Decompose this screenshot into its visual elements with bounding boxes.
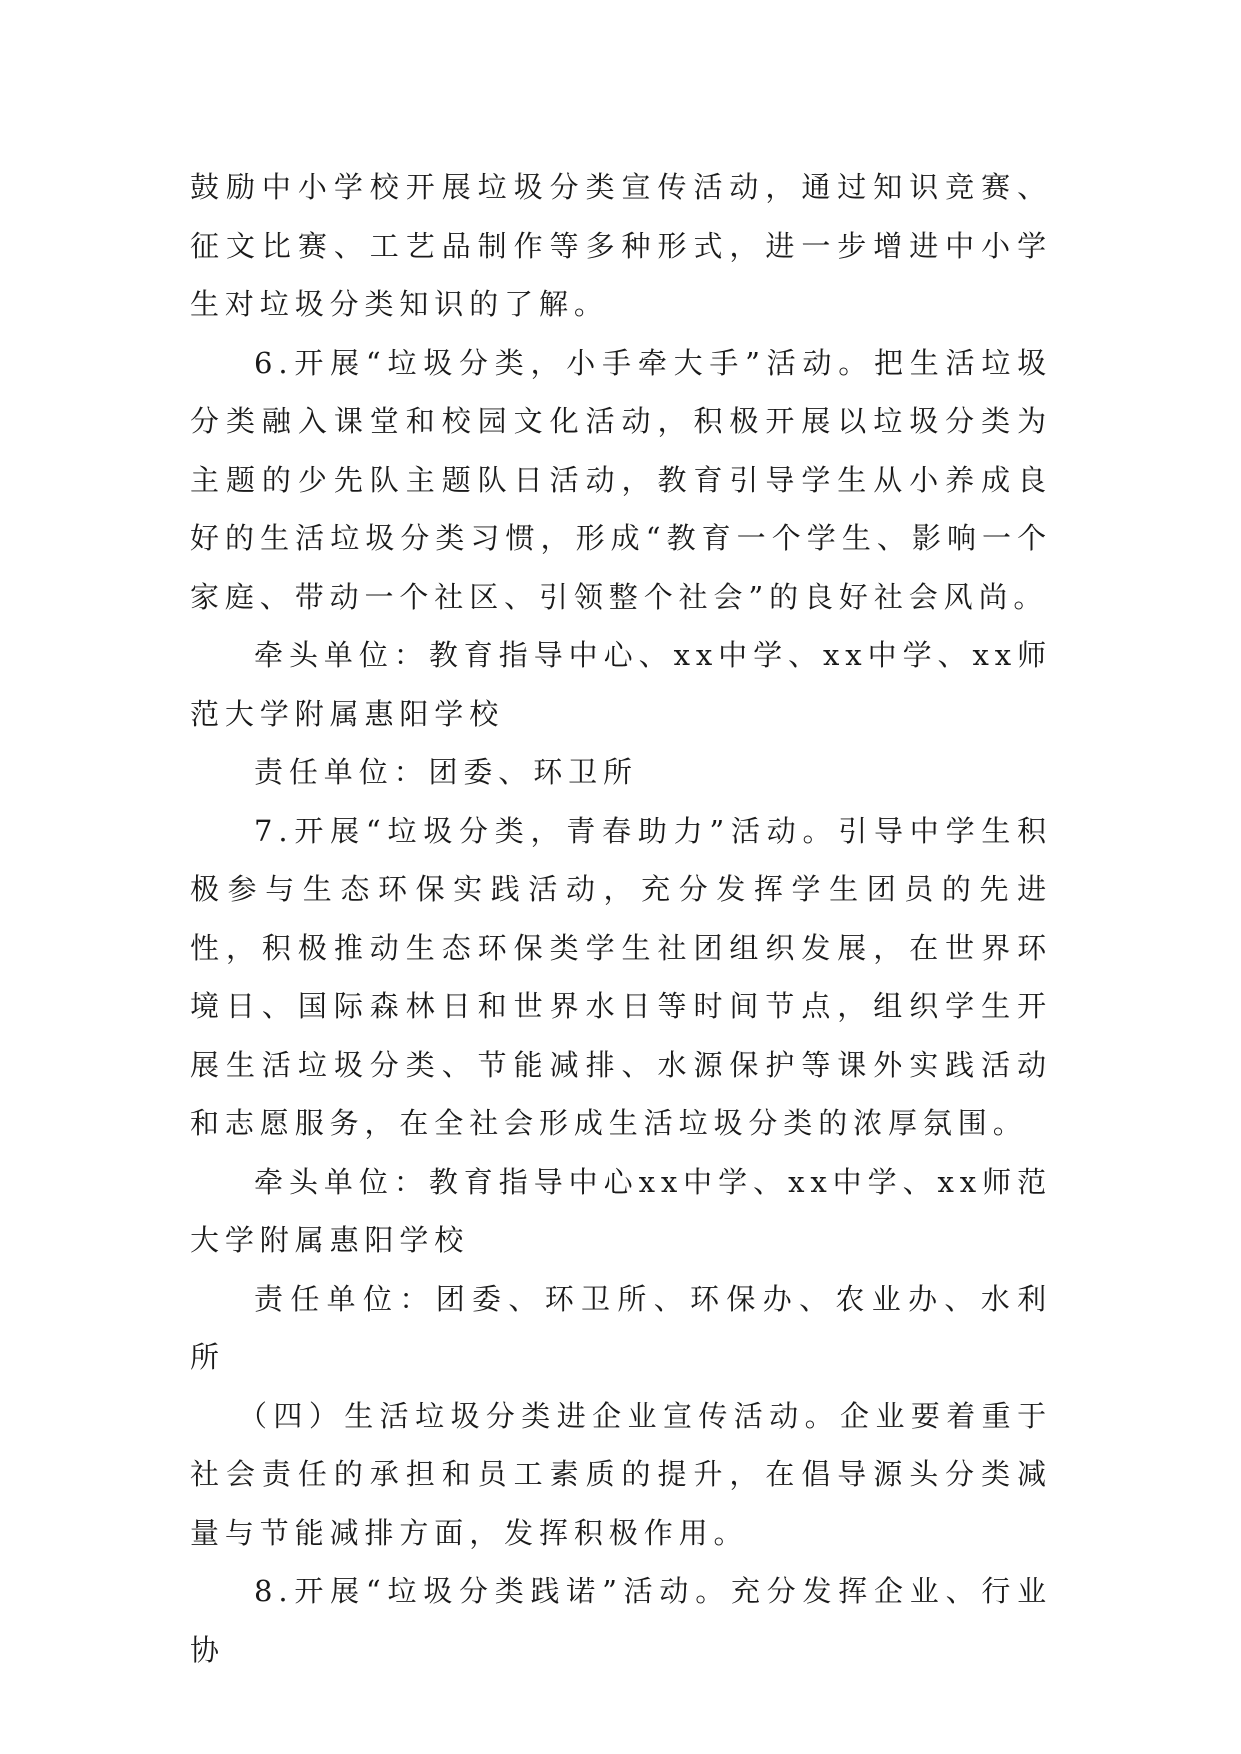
paragraph-item-6: 6.开展“垃圾分类，小手牵大手”活动。把生活垃圾分类融入课堂和校园文化活动，积极开展以垃圾分类为主题的少先队主题队日活动，教育引导学生从小养成良好的生活垃圾分类习惯，形成“教育一个学生、影响一个家庭、带动一个社区、引领整个社会”的良好社会风尚。 <box>190 345 1052 614</box>
paragraph-responsible-unit-7: 责任单位：团委、环卫所、环保办、农业办、水利所 <box>190 1281 1052 1374</box>
section-heading-4: （四）生活垃圾分类进企业宣传活动。企业要着重于社会责任的承担和员工素质的提升，在倡导源头分类减量与节能减排方面，发挥积极作用。 <box>190 1398 1052 1550</box>
paragraph-responsible-unit-6: 责任单位：团委、环卫所 <box>254 755 638 789</box>
paragraph-continuation: 鼓励中小学校开展垃圾分类宣传活动，通过知识竞赛、征文比赛、工艺品制作等多种形式，进一步增进中小学生对垃圾分类知识的了解。 <box>190 170 1052 321</box>
document-body <box>190 158 1052 1679</box>
paragraph-item-8: 8.开展“垃圾分类践诺”活动。充分发挥企业、行业协 <box>190 1574 1052 1667</box>
paragraph-lead-unit-6: 牵头单位：教育指导中心、xx中学、xx中学、xx师范大学附属惠阳学校 <box>190 638 1052 731</box>
paragraph-lead-unit-7: 牵头单位：教育指导中心xx中学、xx中学、xx师范大学附属惠阳学校 <box>190 1164 1052 1257</box>
paragraph-item-7: 7.开展“垃圾分类，青春助力”活动。引导中学生积极参与生态环保实践活动，充分发挥学生团员的先进性，积极推动生态环保类学生社团组织发展，在世界环境日、国际森林日和世界水日等时间节点，组织学生开展生活垃圾分类、节能减排、水源保护等课外实践活动和志愿服务，在全社会形成生活垃圾分类的浓厚氛围。 <box>190 813 1052 1140</box>
